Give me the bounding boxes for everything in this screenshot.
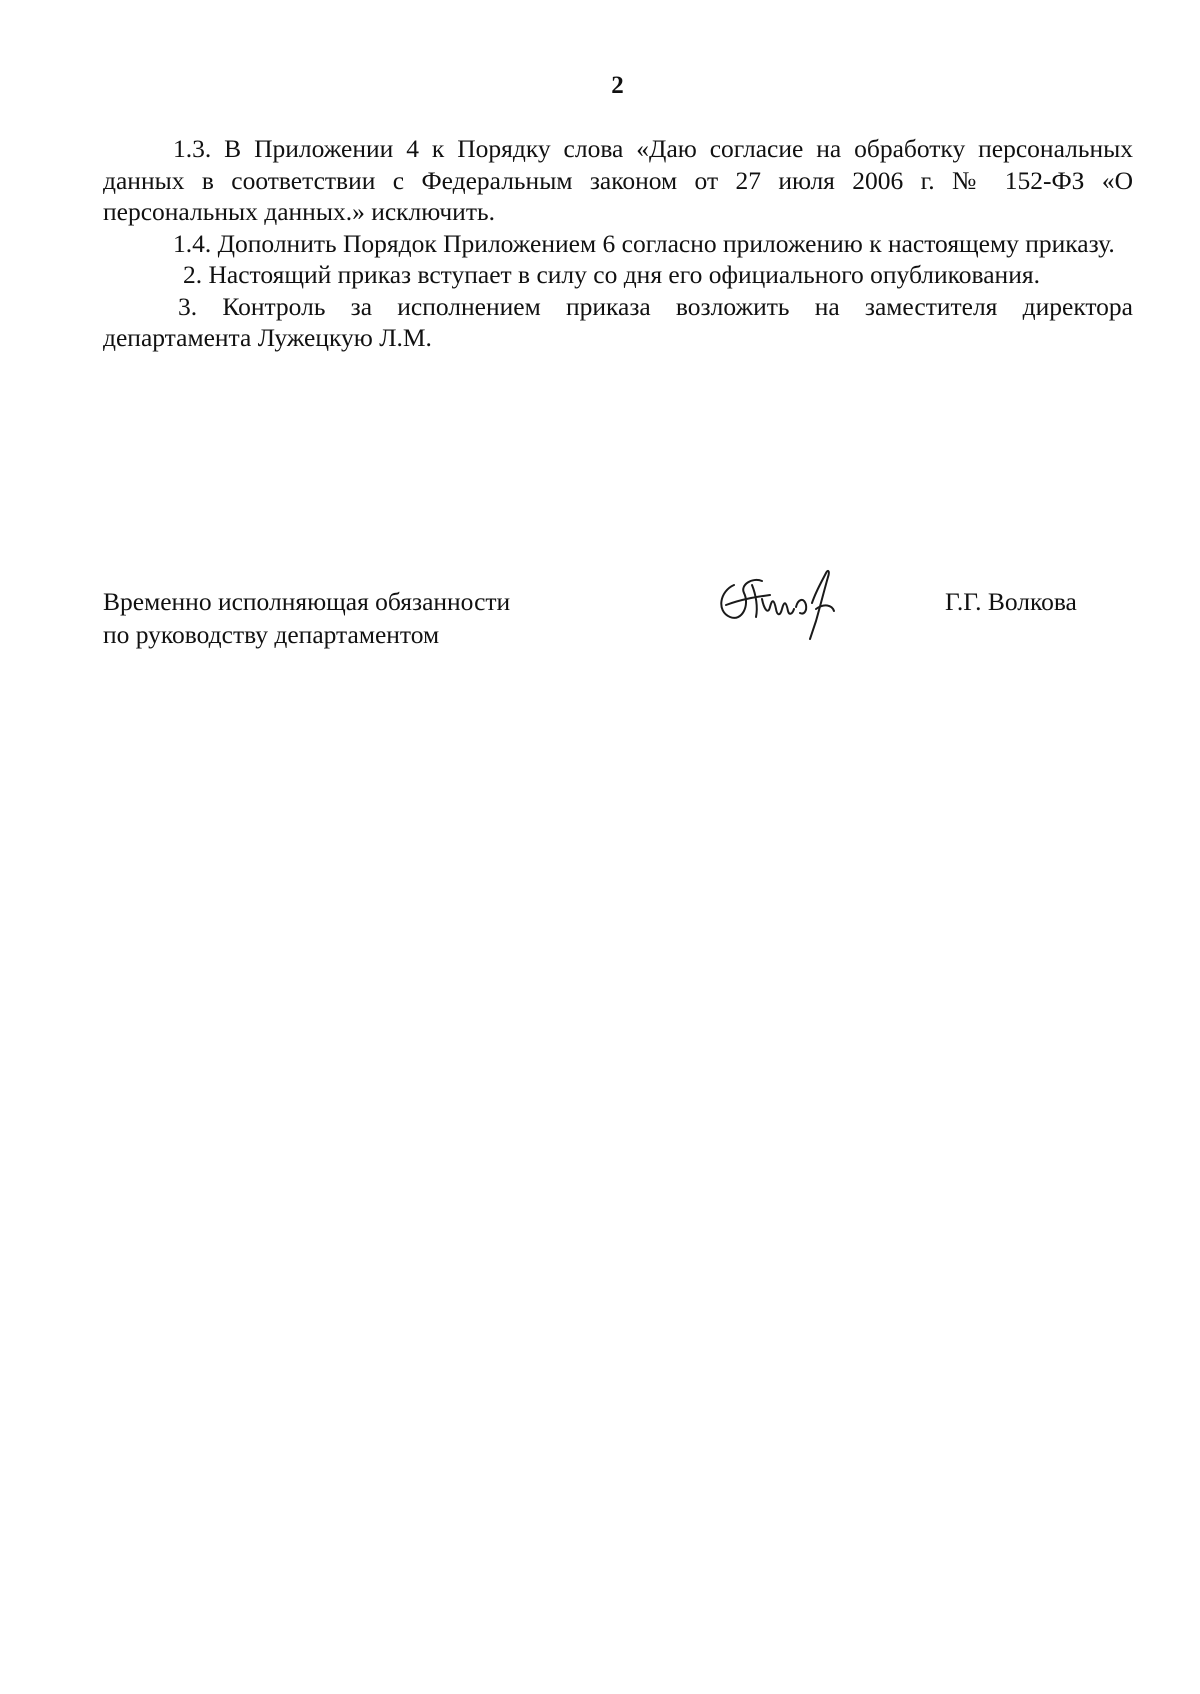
handwritten-signature-icon <box>712 555 862 645</box>
paragraph-1-4: 1.4. Дополнить Порядок Приложением 6 согласно приложению к настоящему приказу. <box>173 228 1115 258</box>
paragraph-1-3: 1.3. В Приложении 4 к Порядку слова «Даю согласие на обработку персональных данных в соответствии с Федеральным законом от 27 июля 2006 г. № 152-ФЗ «О персональных данных.» исключить. <box>103 134 1133 226</box>
paragraph-2: 2. Настоящий приказ вступает в силу со дня его официального опубликования. <box>183 260 1040 289</box>
signer-name: Г.Г. Волкова <box>945 587 1077 616</box>
position-line-2: по руководству департаментом <box>103 620 440 649</box>
document-body <box>103 133 1133 354</box>
page-number: 2 <box>611 72 624 99</box>
paragraph-3: 3. Контроль за исполнением приказа возложить на заместителя директора департамента Лужецкую Л.М. <box>103 291 1133 352</box>
position-line-1: Временно исполняющая обязанности <box>103 587 511 616</box>
signatory-position <box>103 585 510 651</box>
